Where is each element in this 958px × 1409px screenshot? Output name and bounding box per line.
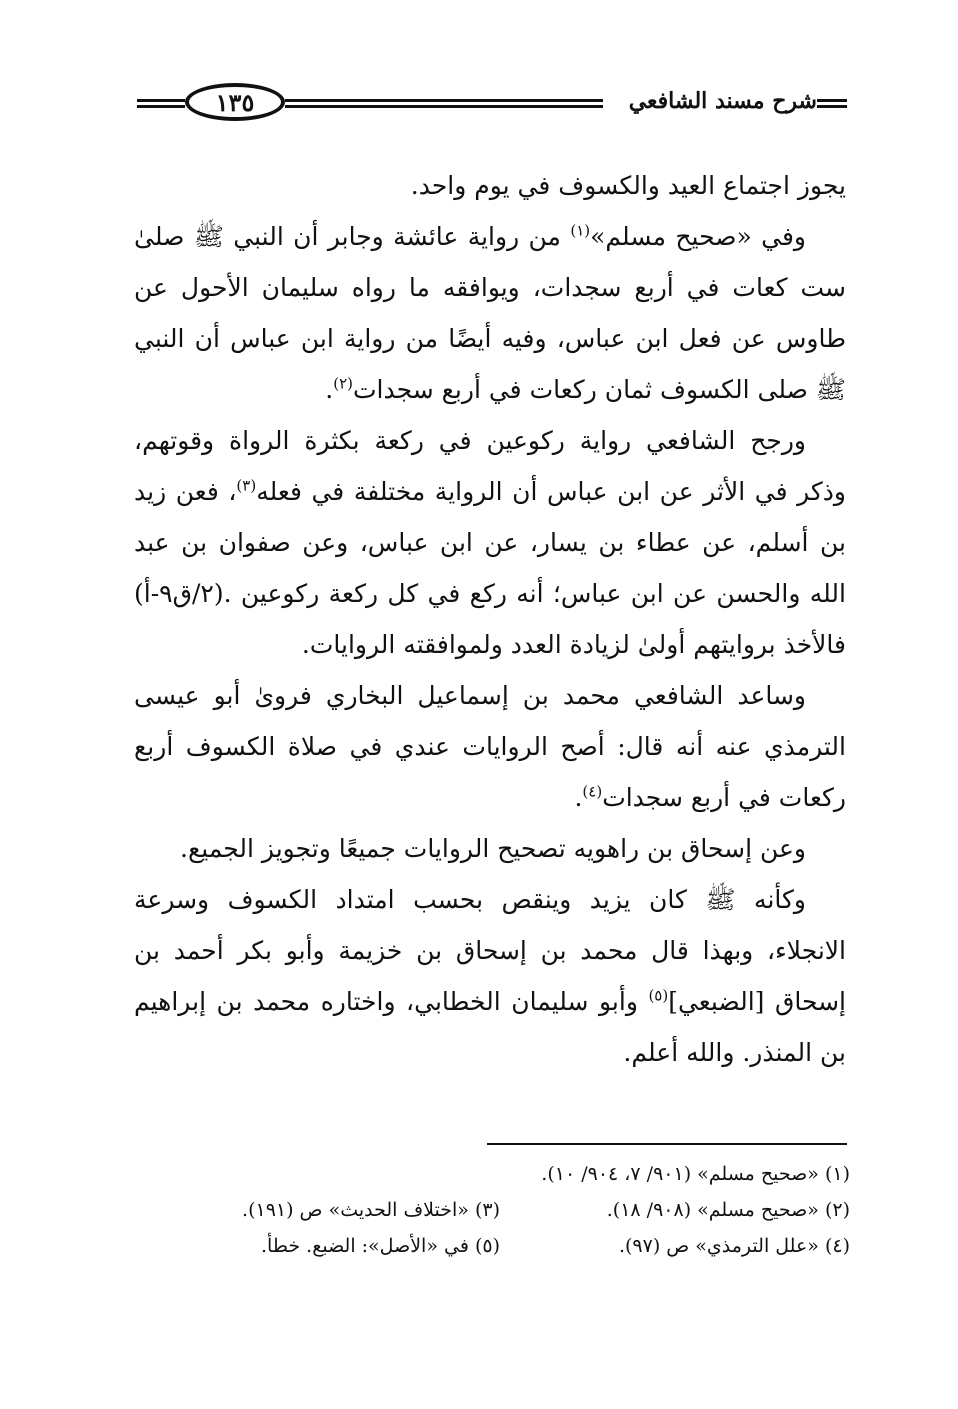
paragraph-text: وعن إسحاق بن راهويه تصحيح الروايات جميعًا وتجويز الجميع.: [180, 834, 806, 863]
page-number: ١٣٥: [185, 83, 285, 121]
running-header: [137, 82, 847, 122]
header-rule-left: [137, 105, 185, 108]
footnote-ref: (٢): [333, 374, 353, 393]
footnote-1: (١) «صحيح مسلم» (٩٠١/ ٧، ٩٠٤/ ١٠).: [541, 1163, 850, 1185]
header-rule-right: [817, 105, 847, 108]
header-rule-middle: [285, 105, 603, 108]
paragraph-text: من رواية عائشة وجابر أن النبي ﷺ صلىٰ ست كعات في أربع سجدات، ويوافقه ما رواه سليمان الأحول عن طاوس عن فعل ابن عباس، وفيه أيضًا من رواية ابن عباس أن النبي ﷺ صلى الكسوف ثمان ركعات في أربع سجدات: [134, 222, 846, 404]
paragraph-text: وساعد الشافعي محمد بن إسماعيل البخاري فروىٰ أبو عيسى الترمذي عنه أنه قال: أصح الروايات عندي في صلاة الكسوف أربع ركعات في أربع سجدات: [134, 681, 846, 812]
footnote-ref: (١): [570, 221, 591, 240]
footnote-row: [150, 1156, 850, 1192]
paragraph-text: وأبو سليمان الخطابي، واختاره محمد بن إبراهيم بن المنذر. والله أعلم.: [134, 987, 846, 1067]
footnote-ref: (٥): [648, 986, 669, 1005]
header-title: شرح مسند الشافعي: [628, 88, 817, 114]
paragraph-text: .: [325, 375, 334, 404]
footnote-2: (٢) «صحيح مسلم» (٩٠٨/ ١٨).: [606, 1199, 850, 1221]
paragraph: [134, 823, 846, 874]
footnote-ref: (٣): [236, 476, 257, 495]
footnote-row: [150, 1192, 850, 1228]
footnotes: [150, 1156, 850, 1264]
header-rule-middle: [285, 99, 603, 102]
paragraph: [134, 874, 846, 1078]
footnote-row: [150, 1228, 850, 1264]
paragraph-text: يجوز اجتماع العيد والكسوف في يوم واحد.: [410, 171, 846, 200]
paragraph: [134, 211, 846, 415]
paragraph: [134, 670, 846, 823]
footnote-3: (٣) «اختلاف الحديث» ص (١٩١).: [242, 1199, 500, 1221]
paragraph: [134, 415, 846, 670]
footnote-separator: [487, 1143, 847, 1145]
paragraph-text: .: [574, 783, 583, 812]
paragraph-text: وكأنه ﷺ كان يزيد وينقص بحسب امتداد الكسوف وسرعة الانجلاء، وبهذا قال محمد بن إسحاق بن خزيمة وأبو بكر أحمد بن إسحاق [الضبعي]: [134, 885, 846, 1016]
paragraph-text: ، فعن زيد بن أسلم، عن عطاء بن يسار، عن ابن عباس، وعن صفوان بن عبد الله والحسن عن ابن عباس؛ أنه ركع في كل ركعة ركوعين .(٢/ق٩-أ) فالأخذ بروايتهم أولىٰ لزيادة العدد ولموافقته الروايات.: [134, 477, 846, 659]
paragraph-text: ورجح الشافعي رواية ركوعين في ركعة بكثرة الرواة وقوتهم، وذكر في الأثر عن ابن عباس أن الرواية مختلفة في فعله: [134, 426, 846, 506]
footnote-4: (٤) «علل الترمذي» ص (٩٧).: [618, 1235, 850, 1257]
header-rule-left: [137, 99, 185, 102]
footnote-ref: (٤): [582, 782, 603, 801]
footnote-5: (٥) في «الأصل»: الضبع. خطأ.: [260, 1235, 500, 1257]
header-rule-right: [817, 99, 847, 102]
main-text: [134, 160, 846, 1078]
paragraph: [134, 160, 846, 211]
paragraph-text: وفي «صحيح مسلم»: [590, 222, 806, 251]
